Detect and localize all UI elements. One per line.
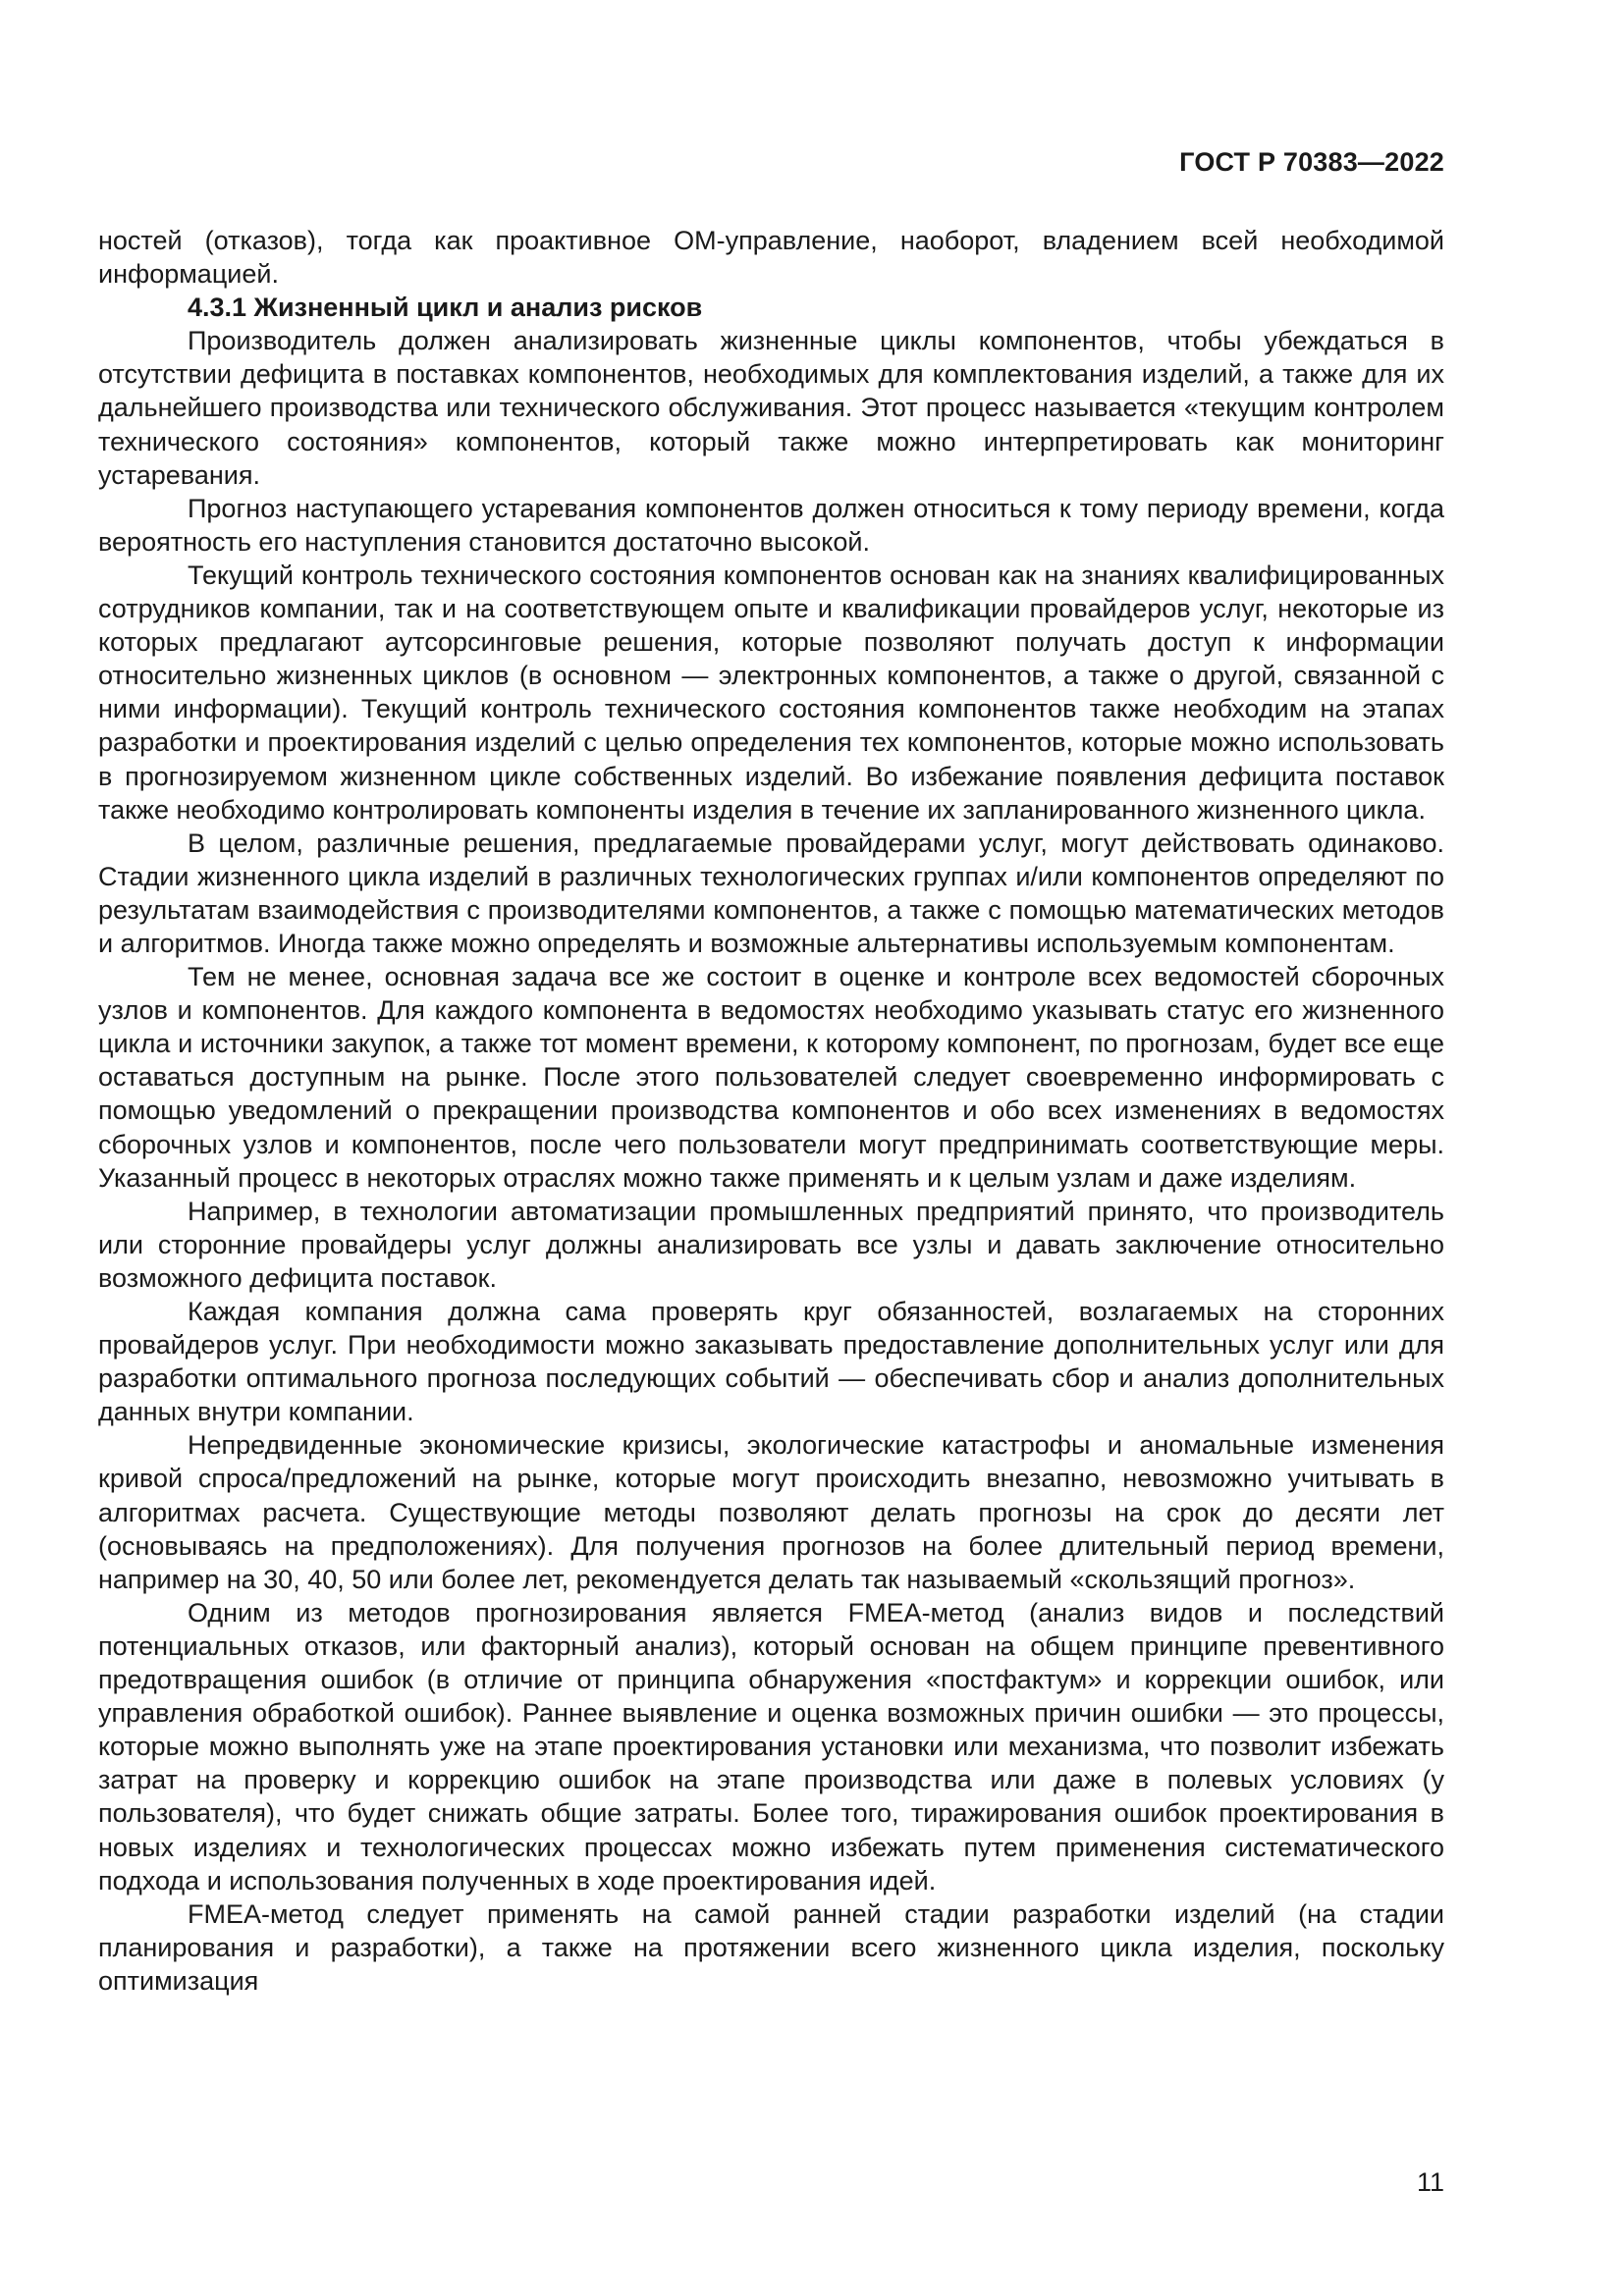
paragraph: Одним из методов прогнозирования является FMEA-метод (анализ видов и последствий потенциальных отказов, или факторный анализ), который основан на общем принципе превентивного предотвращения ошибок (в отличие от принципа обнаружения «постфактум» и коррекции ошибок, или управления обработкой ошибок). Раннее выявление и оценка возможных причин ошибки — это процессы, которые можно выполнять уже на этапе проектирования установки или механизма, что позволит избежать затрат на проверку и коррекцию ошибок на этапе производства или даже в полевых условиях (у пользователя), что будет снижать общие затраты. Более того, тиражирования ошибок проектирования в новых изделиях и технологических процессах можно избежать путем применения систематического подхода и использования полученных в ходе проектирования идей. xyxy=(98,1597,1444,1896)
paragraph: Каждая компания должна сама проверять круг обязанностей, возлагаемых на сторонних провайдеров услуг. При необходимости можно заказывать предоставление дополнительных услуг или для разработки оптимального прогноза последующих событий — обеспечивать сбор и анализ дополнительных данных внутри компании. xyxy=(98,1297,1444,1427)
standard-code: ГОСТ Р 70383—2022 xyxy=(1179,147,1444,177)
paragraph: В целом, различные решения, предлагаемые провайдерами услуг, могут действовать одинаково. Стадии жизненного цикла изделий в различных технологических группах и/или компонентов определяют по результатам взаимодействия с производителями компонентов, а также с помощью математических методов и алгоритмов. Иногда также можно определять и возможные альтернативы используемым компонентам. xyxy=(98,828,1444,958)
paragraph: Текущий контроль технического состояния компонентов основан как на знаниях квалифицированных сотрудников компании, так и на соответствующем опыте и квалификации провайдеров услуг, некоторые из которых предлагают аутсорсинговые решения, которые позволяют получать доступ к информации относительно жизненных циклов (в основном — электронных компонентов, а также о другой, связанной с ними информации). Текущий контроль технического состояния компонентов также необходим на этапах разработки и проектирования изделий с целью определения тех компонентов, которые можно использовать в прогнозируемом жизненном цикле собственных изделий. Во избежание появления дефицита поставок также необходимо контролировать компоненты изделия в течение их запланированного жизненного цикла. xyxy=(98,560,1444,825)
section-heading: 4.3.1 Жизненный цикл и анализ рисков xyxy=(188,293,703,323)
paragraph: Тем не менее, основная задача все же состоит в оценке и контроле всех ведомостей сборочных узлов и компонентов. Для каждого компонента в ведомостях необходимо указывать статус его жизненного цикла и источники закупок, а также тот момент времени, к которому компонент, по прогнозам, будет все еще оставаться доступным на рынке. После этого пользователей следует своевременно информировать с помощью уведомлений о прекращении производства компонентов и обо всех изменениях в ведомостях сборочных узлов и компонентов, после чего пользователи могут предпринимать соответствующие меры. Указанный процесс в некоторых отраслях можно также применять и к целым узлам и даже изделиям. xyxy=(98,962,1444,1193)
continuation-paragraph: ностей (отказов), тогда как проактивное OM-управление, наоборот, владением всей необходимой информацией. xyxy=(98,226,1444,290)
body-text xyxy=(98,224,1444,1998)
paragraph: Непредвиденные экономические кризисы, экологические катастрофы и аномальные изменения кривой спроса/предложений на рынке, которые могут происходить внезапно, невозможно учитывать в алгоритмах расчета. Существующие методы позволяют делать прогнозы на срок до десяти лет (основываясь на предположениях). Для получения прогнозов на более длительный период времени, например на 30, 40, 50 или более лет, рекомендуется делать так называемый «скользящий прогноз». xyxy=(98,1430,1444,1594)
paragraph: Прогноз наступающего устаревания компонентов должен относиться к тому периоду времени, когда вероятность его наступления становится достаточно высокой. xyxy=(98,493,1444,557)
paragraph: Например, в технологии автоматизации промышленных предприятий принято, что производитель или сторонние провайдеры услуг должны анализировать все узлы и давать заключение относительно возможного дефицита поставок. xyxy=(98,1196,1444,1293)
page-number: 11 xyxy=(1416,2167,1444,2197)
paragraph: Производитель должен анализировать жизненные циклы компонентов, чтобы убеждаться в отсутствии дефицита в поставках компонентов, необходимых для комплектования изделий, а также для их дальнейшего производства или технического обслуживания. Этот процесс называется «текущим контролем технического состояния» компонентов, который также можно интерпретировать как мониторинг устаревания. xyxy=(98,326,1444,490)
paragraph: FMEA-метод следует применять на самой ранней стадии разработки изделий (на стадии планирования и разработки), а также на протяжении всего жизненного цикла изделия, поскольку оптимизация xyxy=(98,1898,1444,1996)
